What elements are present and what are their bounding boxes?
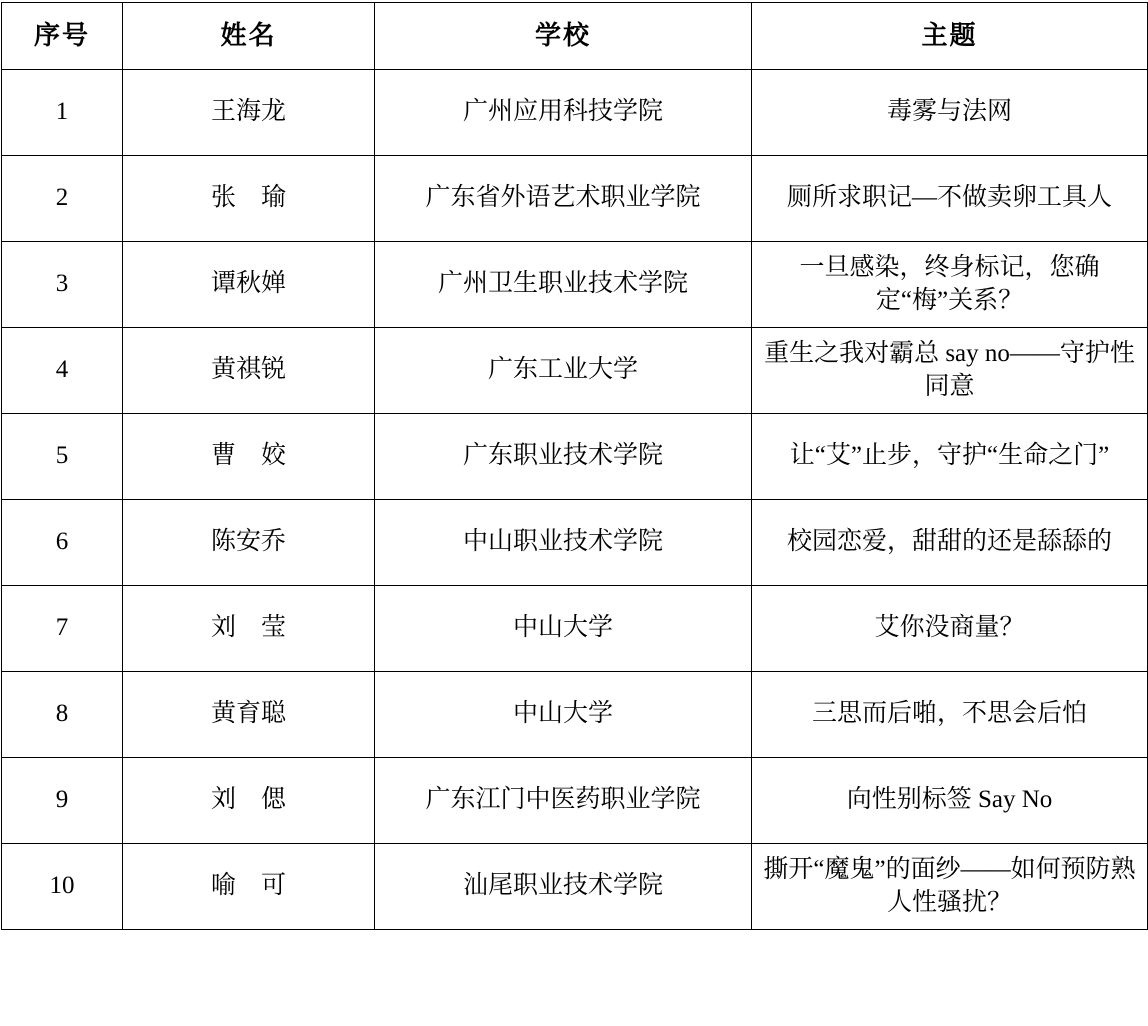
cell-topic: 厕所求职记—不做卖卵工具人 (752, 156, 1148, 242)
roster-table (1, 2, 1148, 930)
cell-topic: 毒雾与法网 (752, 70, 1148, 156)
cell-topic: 一旦感染，终身标记，您确定“梅”关系？ (752, 242, 1148, 328)
column-header-name: 姓名 (123, 3, 375, 70)
table-row (2, 672, 1148, 758)
cell-index: 6 (2, 500, 123, 586)
cell-topic: 校园恋爱，甜甜的还是舔舔的 (752, 500, 1148, 586)
cell-topic: 让“艾”止步，守护“生命之门” (752, 414, 1148, 500)
cell-index: 2 (2, 156, 123, 242)
cell-school: 广东工业大学 (375, 328, 752, 414)
cell-name: 曹 姣 (123, 414, 375, 500)
cell-school: 中山大学 (375, 672, 752, 758)
cell-name: 黄祺锐 (123, 328, 375, 414)
cell-school: 广州应用科技学院 (375, 70, 752, 156)
table-row (2, 242, 1148, 328)
column-header-school: 学校 (375, 3, 752, 70)
cell-topic: 撕开“魔鬼”的面纱——如何预防熟人性骚扰？ (752, 844, 1148, 930)
cell-index: 9 (2, 758, 123, 844)
table-header-row (2, 3, 1148, 70)
cell-topic: 向性别标签 Say No (752, 758, 1148, 844)
table-row (2, 156, 1148, 242)
table-row (2, 328, 1148, 414)
table-row (2, 758, 1148, 844)
cell-name: 陈安乔 (123, 500, 375, 586)
cell-name: 谭秋婵 (123, 242, 375, 328)
column-header-index: 序号 (2, 3, 123, 70)
cell-school: 中山职业技术学院 (375, 500, 752, 586)
cell-name: 喻 可 (123, 844, 375, 930)
cell-topic: 重生之我对霸总 say no——守护性同意 (752, 328, 1148, 414)
cell-index: 8 (2, 672, 123, 758)
cell-school: 广东江门中医药职业学院 (375, 758, 752, 844)
cell-name: 张 瑜 (123, 156, 375, 242)
table-row (2, 70, 1148, 156)
cell-index: 1 (2, 70, 123, 156)
cell-school: 广东省外语艺术职业学院 (375, 156, 752, 242)
cell-index: 7 (2, 586, 123, 672)
cell-name: 王海龙 (123, 70, 375, 156)
table-row (2, 586, 1148, 672)
cell-topic: 艾你没商量？ (752, 586, 1148, 672)
cell-index: 3 (2, 242, 123, 328)
table-row (2, 414, 1148, 500)
cell-index: 4 (2, 328, 123, 414)
cell-school: 汕尾职业技术学院 (375, 844, 752, 930)
column-header-topic: 主题 (752, 3, 1148, 70)
cell-name: 黄育聪 (123, 672, 375, 758)
cell-name: 刘 偲 (123, 758, 375, 844)
cell-school: 中山大学 (375, 586, 752, 672)
cell-school: 广东职业技术学院 (375, 414, 752, 500)
table-header (2, 3, 1148, 70)
table-row (2, 500, 1148, 586)
cell-index: 10 (2, 844, 123, 930)
table-body (2, 70, 1148, 930)
cell-school: 广州卫生职业技术学院 (375, 242, 752, 328)
cell-name: 刘 莹 (123, 586, 375, 672)
table-row (2, 844, 1148, 930)
cell-index: 5 (2, 414, 123, 500)
cell-topic: 三思而后啪，不思会后怕 (752, 672, 1148, 758)
